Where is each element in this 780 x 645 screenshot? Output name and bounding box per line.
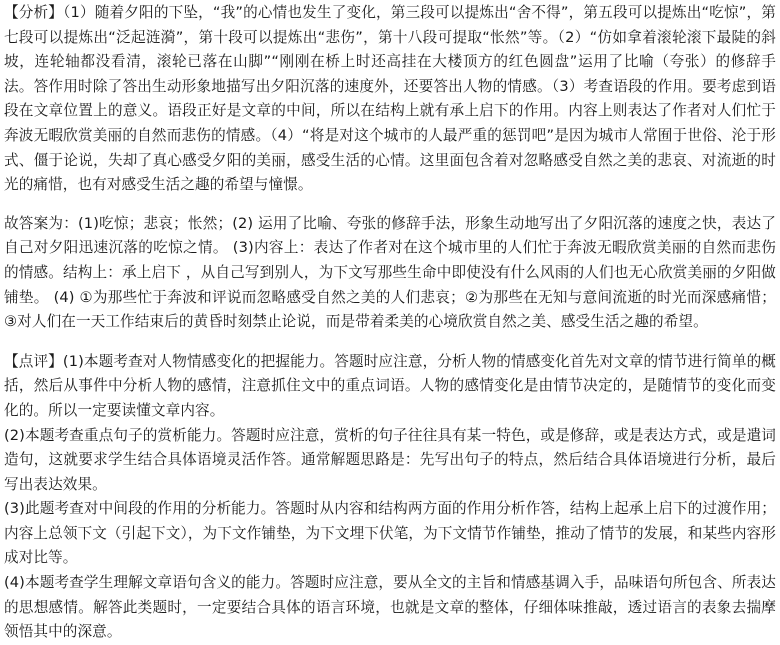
document-page: [4, 1, 776, 645]
spacer: [4, 335, 776, 350]
analysis-paragraph: 【分析】（1）随着夕阳的下坠，“我”的心情也发生了变化，第三段可以提炼出“舍不得”，第五段可以提炼出“吃惊”，第七段可以提炼出“泛起涟漪”，第十段可以提炼出“悲伤”，第十八段可提取“怅然”等。（2）“仿如拿着滚轮滚下最陡的斜坡，连轮轴都没看清，滚轮已落在山脚”“刚刚在桥上时还高挂在大楼顶方的红色圆盘”运用了比喻（夸张）的修辞手法。答作用时除了答出生动形象地描写出夕阳沉落的速度外，还要答出人物的情感。（3）考查语段的作用。要考虑到语段在文章位置上的意义。语段正好是文章的中间，所以在结构上就有承上启下的作用。内容上则表达了作者对人们忙于奔波无暇欣赏美丽的自然而悲伤的情感。（4）“将是对这个城市的人最严重的惩罚吧”是因为城市人常囿于世俗、沦于形式、僵于论说，失却了真心感受夕阳的美丽，感受生活的心情。这里面包含着对忽略感受自然之美的悲哀、对流逝的时光的痛惜，也有对感受生活之趣的希望与憧憬。: [4, 4, 776, 194]
comment-item-4: (4)本题考查学生理解文章语句含义的能力。答题时应注意，要从全文的主旨和情感基调入手，品味语句所包含、所表达的思想感情。解答此类题时，一定要结合具体的语言环境，也就是文章的整体，仔细体味推敲，透过语言的表象去揣摩领悟其中的深意。: [4, 574, 776, 641]
comment-item-1: 【点评】(1)本题考查对人物情感变化的把握能力。答题时应注意，分析人物的情感变化首先对文章的情节进行简单的概括，然后从事件中分析人物的感情，注意抓住文中的重点词语。人物的感情变化是由情节决定的，是随情节的变化而变化的。所以一定要读懂文章内容。: [4, 352, 776, 419]
comment-item-3: (3)此题考查对中间段的作用的分析能力。答题时从内容和结构两方面的作用分析作答，结构上起承上启下的过渡作用；内容上总领下文（引起下文），为下文作铺垫，为下文埋下伏笔，为下文情节作铺垫，推动了情节的发展，和某些内容形成对比等。: [4, 500, 776, 567]
spacer: [4, 198, 776, 212]
answer-paragraph: 故答案为：(1)吃惊；悲哀；怅然；(2) 运用了比喻、夸张的修辞手法，形象生动地写出了夕阳沉落的速度之快，表达了自己对夕阳迅速沉落的吃惊之情。 (3)内容上：表达了作者对在这个城市里的人们忙于奔波无暇欣赏美丽的自然而悲伤的情感。结构上：承上启下 ，从自己写到别人，为下文写那些生命中即使没有什么风雨的人们也无心欣赏美丽的夕阳做铺垫。 (4) ①为那些忙于奔波和评说而忽略感受自然之美的人们悲哀；②为那些在无知与意间流逝的时光而深感痛惜；③对人们在一天工作结束后的黄昏时刻禁止论说，而是带着柔美的心境欣赏自然之美、感受生活之趣的希望。: [4, 214, 776, 331]
comment-item-2: (2)本题考查重点句子的赏析能力。答题时应注意，赏析的句子往往具有某一特色，或是修辞，或是表达方式，或是遣词造句，这就要求学生结合具体语境灵活作答。通常解题思路是：先写出句子的特点，然后结合具体语境进行分析，最后写出表达效果。: [4, 426, 776, 493]
comment-section: [4, 350, 776, 645]
